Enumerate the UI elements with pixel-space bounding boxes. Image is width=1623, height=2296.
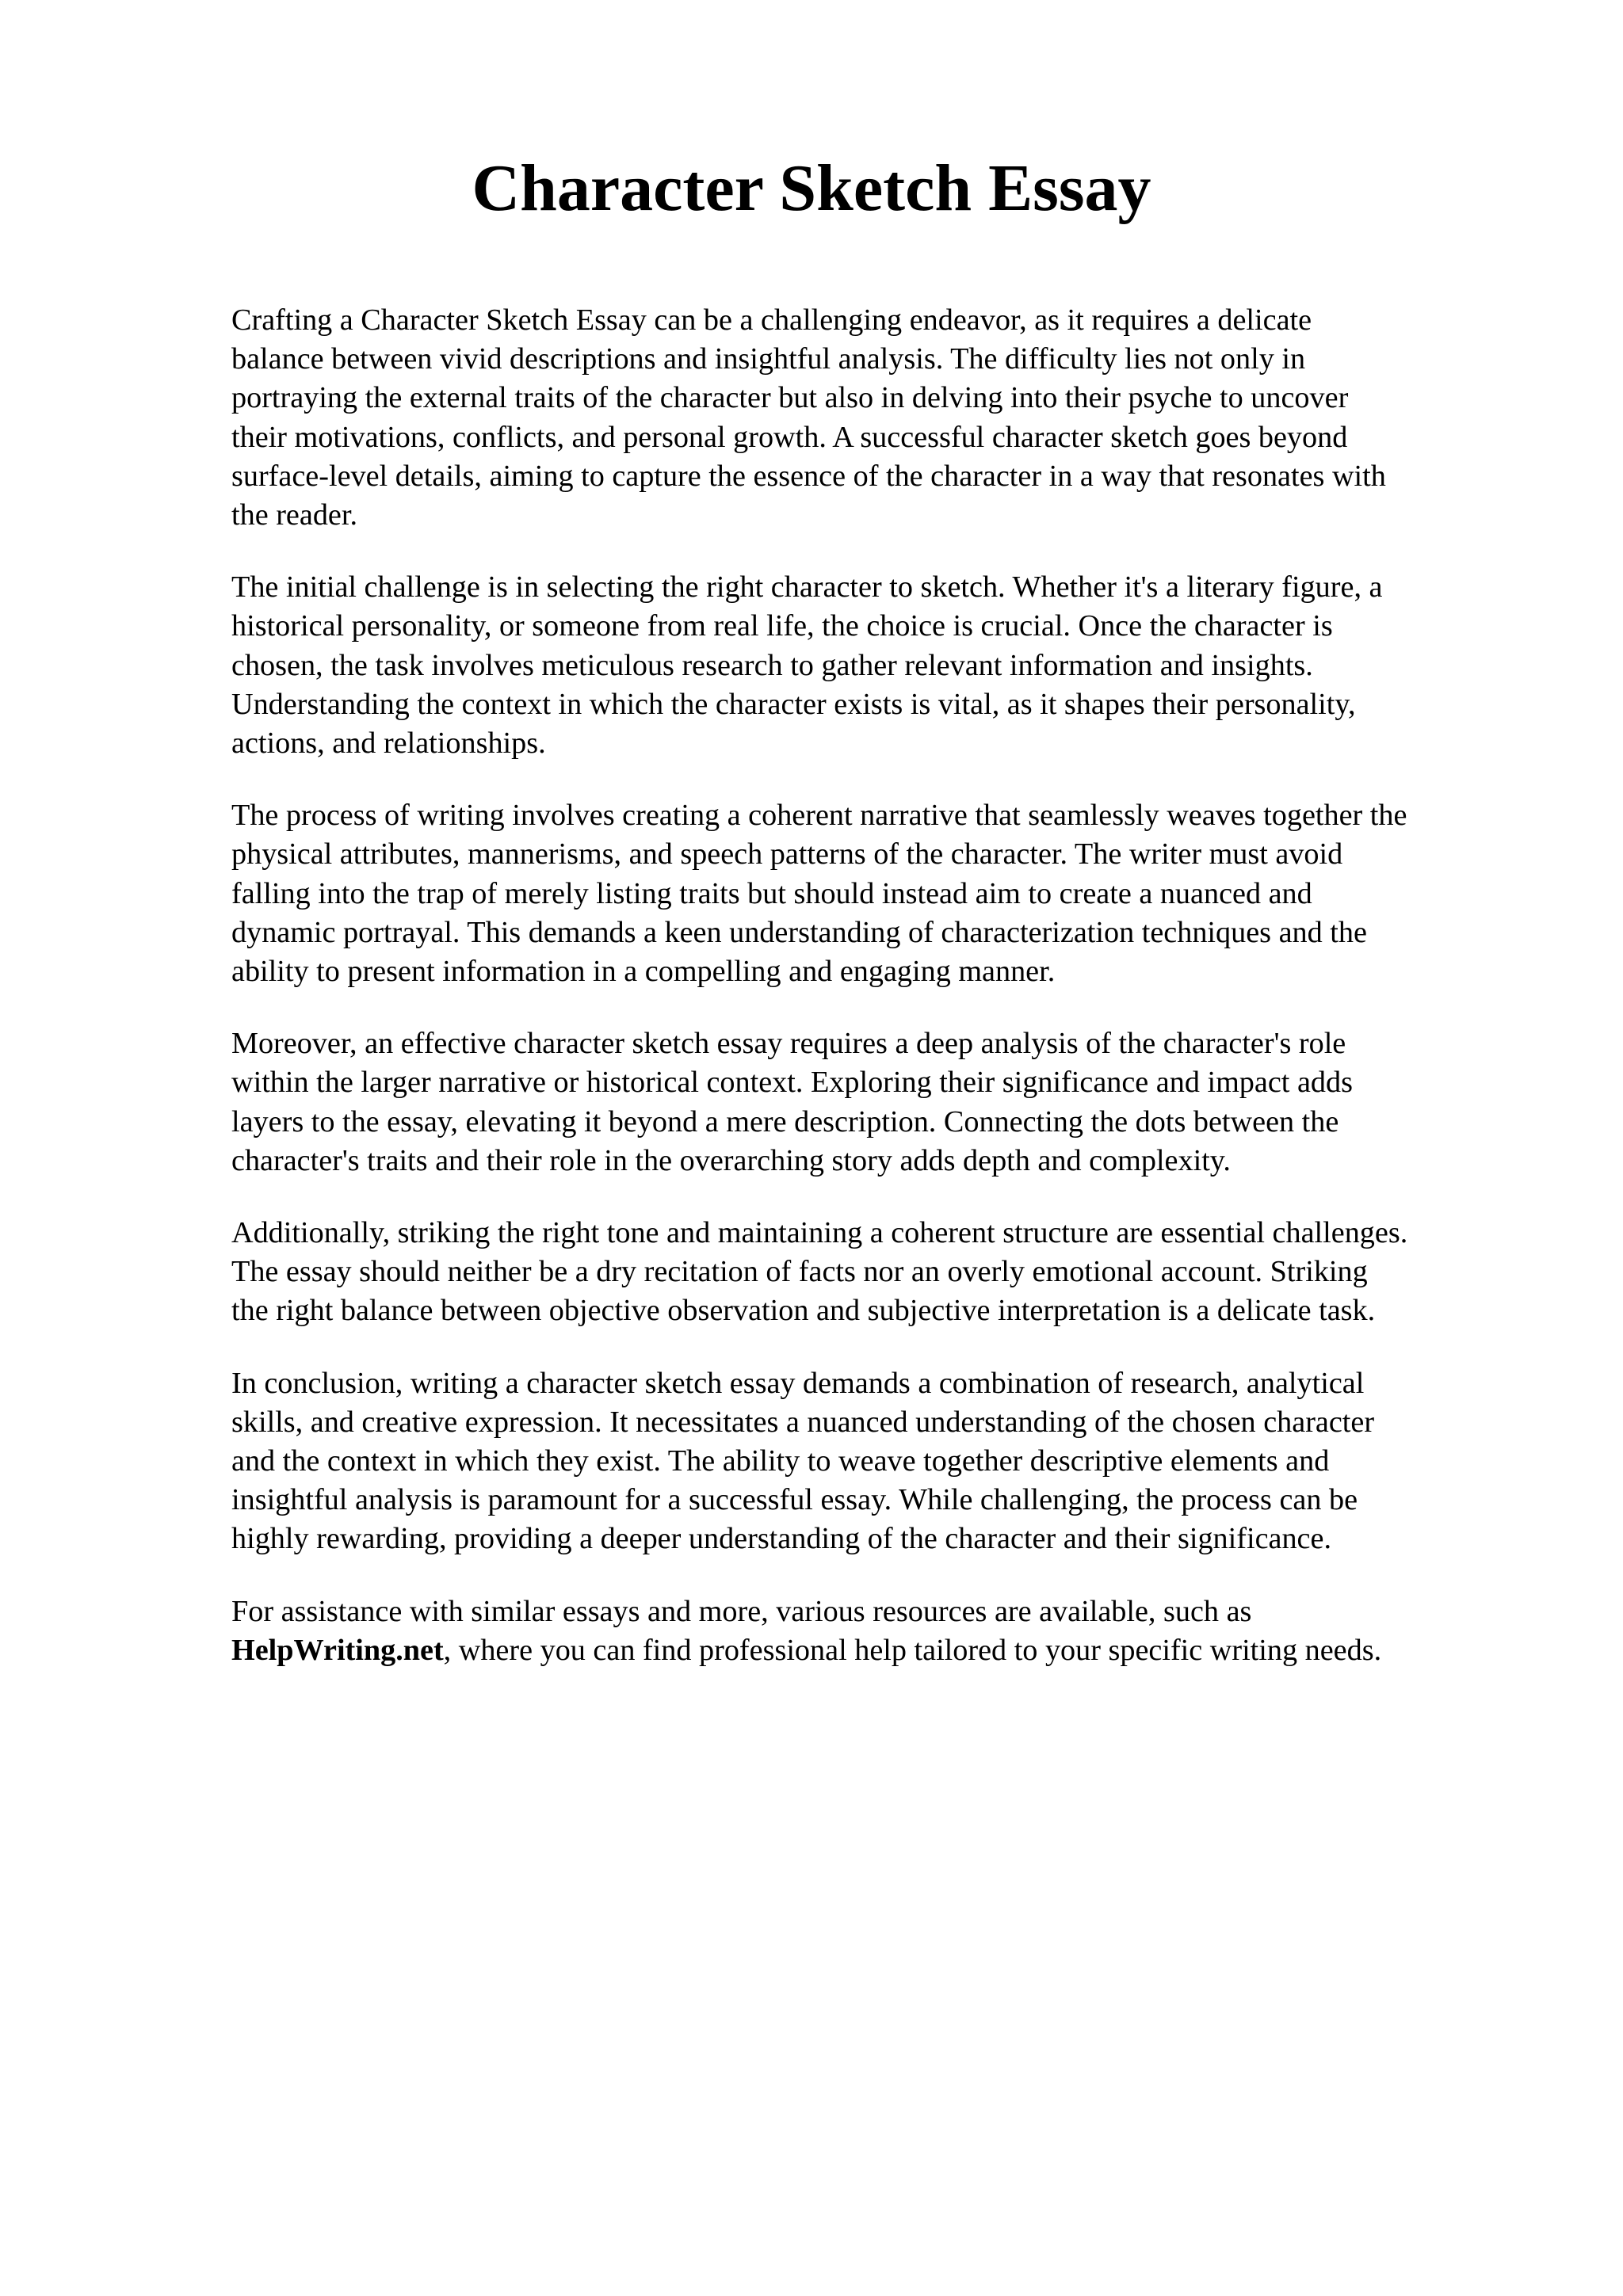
document-body bbox=[231, 301, 1531, 1703]
text-line: Moreover, an effective character sketch essay requires a deep analysis of the character's role bbox=[231, 1027, 1346, 1061]
brand-link-text: HelpWriting.net bbox=[231, 1633, 444, 1667]
text-line: and the context in which they exist. The ability to weave together descriptive elements and bbox=[231, 1444, 1330, 1478]
text-line: insightful analysis is paramount for a successful essay. While challenging, the process can be bbox=[231, 1483, 1358, 1517]
text-line: the right balance between objective observation and subjective interpretation is a delicate task. bbox=[231, 1294, 1376, 1328]
text-line: layers to the essay, elevating it beyond a mere description. Connecting the dots between the bbox=[231, 1104, 1339, 1138]
text-line: their motivations, conflicts, and personal growth. A successful character sketch goes beyond bbox=[231, 420, 1348, 454]
text-line bbox=[231, 1631, 1531, 1670]
text-line: The process of writing involves creating a coherent narrative that seamlessly weaves together the bbox=[231, 799, 1407, 833]
text-line: skills, and creative expression. It necessitates a nuanced understanding of the chosen character bbox=[231, 1405, 1375, 1439]
text-line: ability to present information in a compelling and engaging manner. bbox=[231, 955, 1056, 989]
text-line: For assistance with similar essays and more, various resources are available, such as bbox=[231, 1594, 1252, 1628]
paragraph-6 bbox=[231, 1364, 1531, 1559]
paragraph-4 bbox=[231, 1024, 1531, 1180]
paragraph-5 bbox=[231, 1214, 1531, 1331]
text-line: The initial challenge is in selecting the right character to sketch. Whether it's a literary figure, a bbox=[231, 570, 1383, 605]
text-line: Understanding the context in which the character exists is vital, as it shapes their personality, bbox=[231, 687, 1356, 721]
text-line: Crafting a Character Sketch Essay can be a challenging endeavor, as it requires a delicate bbox=[231, 303, 1312, 337]
text-line: the reader. bbox=[231, 498, 358, 532]
text-line: chosen, the task involves meticulous research to gather relevant information and insights. bbox=[231, 648, 1313, 682]
text-line: surface-level details, aiming to capture the essence of the character in a way that resonates with bbox=[231, 459, 1386, 493]
closing-text: , where you can find professional help tailored to your specific writing needs. bbox=[443, 1633, 1382, 1667]
text-line: falling into the trap of merely listing traits but should instead aim to create a nuanced and bbox=[231, 876, 1312, 910]
text-line: historical personality, or someone from real life, the choice is crucial. Once the character is bbox=[231, 609, 1333, 643]
closing-paragraph bbox=[231, 1592, 1531, 1670]
text-line: character's traits and their role in the overarching story adds depth and complexity. bbox=[231, 1143, 1231, 1177]
text-line: balance between vivid descriptions and insightful analysis. The difficulty lies not only in bbox=[231, 342, 1306, 376]
paragraph-1 bbox=[231, 301, 1531, 535]
text-line: The essay should neither be a dry recitation of facts nor an overly emotional account. Striking bbox=[231, 1255, 1368, 1289]
text-line: In conclusion, writing a character sketch essay demands a combination of research, analytical bbox=[231, 1366, 1365, 1400]
text-line: portraying the external traits of the character but also in delving into their psyche to uncover bbox=[231, 381, 1349, 415]
text-line: actions, and relationships. bbox=[231, 727, 546, 761]
paragraph-2 bbox=[231, 568, 1531, 763]
text-line: dynamic portrayal. This demands a keen understanding of characterization techniques and the bbox=[231, 915, 1367, 949]
paragraph-3 bbox=[231, 796, 1531, 991]
page-title: Character Sketch Essay bbox=[472, 151, 1151, 225]
text-line: highly rewarding, providing a deeper understanding of the character and their significance. bbox=[231, 1522, 1332, 1556]
text-line: physical attributes, mannerisms, and speech patterns of the character. The writer must avoid bbox=[231, 837, 1343, 871]
text-line: within the larger narrative or historical context. Exploring their significance and impact adds bbox=[231, 1066, 1353, 1100]
text-line: Additionally, striking the right tone and maintaining a coherent structure are essential challenges. bbox=[231, 1216, 1408, 1250]
